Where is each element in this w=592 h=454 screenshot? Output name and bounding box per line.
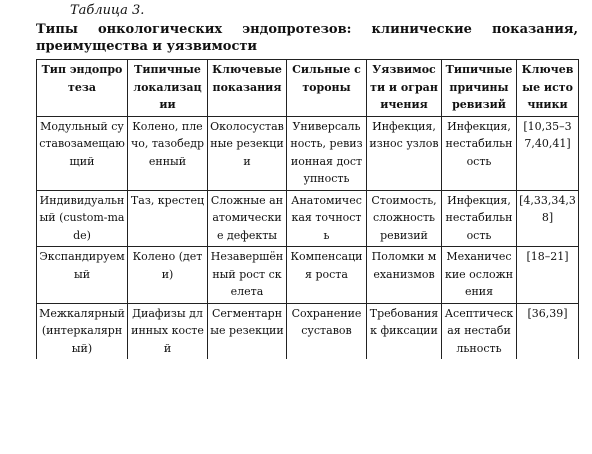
cell-strengths: Универсальность, ревизионная доступность <box>287 116 367 190</box>
cell-type: Экспандируемый <box>37 247 128 304</box>
cell-strengths: Сохранение суставов <box>287 303 367 359</box>
table-title-line-1: Типы онкологических эндопротезов: клинические показания, <box>36 22 578 37</box>
cell-vulnerabilities: Требования к фиксации <box>367 303 442 359</box>
cell-strengths: Компенсация роста <box>287 247 367 304</box>
cell-sources: [10,35–37,40,41] <box>517 116 579 190</box>
cell-sources: [18–21] <box>517 247 579 304</box>
table-row <box>37 116 579 190</box>
cell-type: Межкалярный (интеркалярный) <box>37 303 128 359</box>
cell-indications: Сегментарные резекции <box>208 303 287 359</box>
cell-indications: Незавершённый рост скелета <box>208 247 287 304</box>
table-title <box>36 21 578 55</box>
header-vulnerabilities: Уязвимости и ограничения <box>367 60 442 117</box>
header-type: Тип эндопротеза <box>37 60 128 117</box>
cell-localization: Колено, плечо, тазобедренный <box>128 116 208 190</box>
table-title-line-2: преимущества и уязвимости <box>36 39 258 54</box>
header-strengths: Сильные стороны <box>287 60 367 117</box>
table-row <box>37 190 579 247</box>
header-localization: Типичные локализации <box>128 60 208 117</box>
cell-type: Модульный суставозамещающий <box>37 116 128 190</box>
cell-localization: Таз, крестец <box>128 190 208 247</box>
cell-vulnerabilities: Инфекция, износ узлов <box>367 116 442 190</box>
table-row <box>37 247 579 304</box>
table-row <box>37 303 579 359</box>
endoprosthesis-table <box>36 59 579 359</box>
cell-localization: Диафизы длинных костей <box>128 303 208 359</box>
header-indications: Ключевые показания <box>208 60 287 117</box>
cell-localization: Колено (дети) <box>128 247 208 304</box>
cell-revision-causes: Инфекция, нестабильность <box>442 116 517 190</box>
cell-indications: Околосуставные резекции <box>208 116 287 190</box>
table-caption: Таблица 3. <box>70 3 145 18</box>
cell-sources: [4,33,34,38] <box>517 190 579 247</box>
cell-vulnerabilities: Поломки механизмов <box>367 247 442 304</box>
cell-strengths: Анатомическая точность <box>287 190 367 247</box>
cell-revision-causes: Асептическая нестабильность <box>442 303 517 359</box>
header-revision-causes: Типичные причины ревизий <box>442 60 517 117</box>
cell-sources: [36,39] <box>517 303 579 359</box>
header-sources: Ключевые источники <box>517 60 579 117</box>
cell-revision-causes: Инфекция, нестабильность <box>442 190 517 247</box>
cell-type: Индивидуальный (custom-made) <box>37 190 128 247</box>
cell-revision-causes: Механические осложнения <box>442 247 517 304</box>
cell-indications: Сложные анатомические дефекты <box>208 190 287 247</box>
cell-vulnerabilities: Стоимость, сложность ревизий <box>367 190 442 247</box>
table-header-row <box>37 60 579 117</box>
